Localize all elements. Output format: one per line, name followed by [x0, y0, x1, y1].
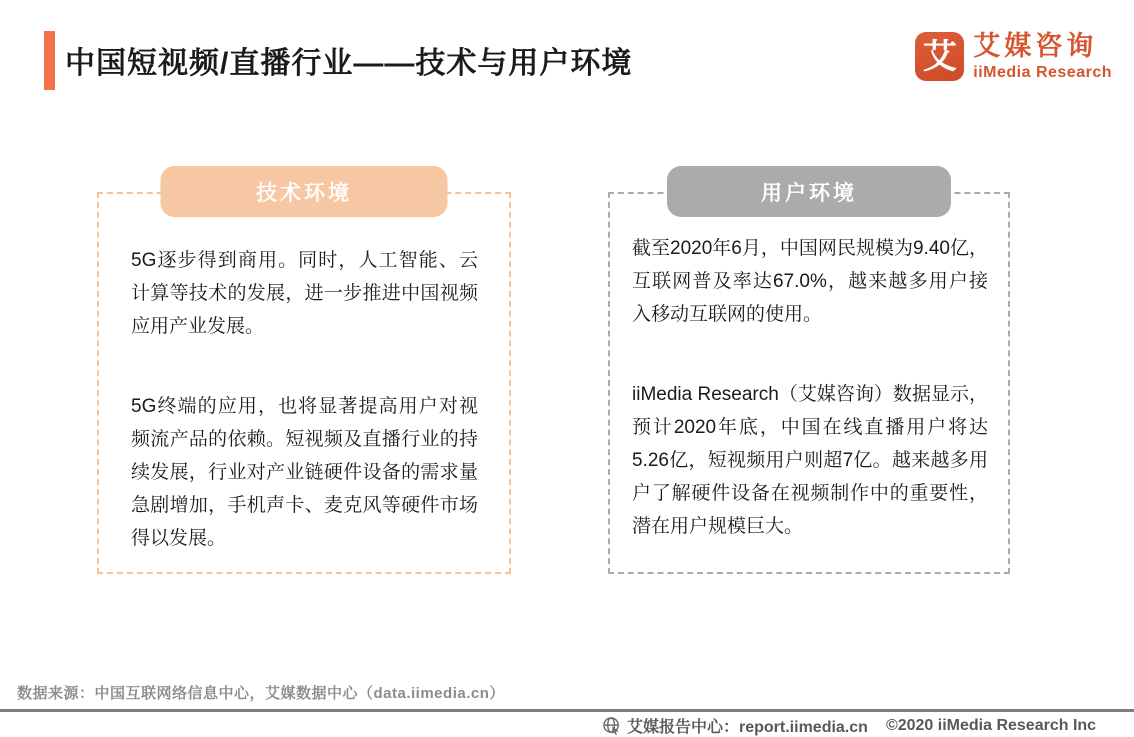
card-user-paragraph-1: 截至2020年6月，中国网民规模为9.40亿，互联网普及率达67.0%，越来越多用户接入移动互联网的使用。 — [632, 238, 988, 325]
card-technology-paragraph-2: 5G终端的应用，也将显著提高用户对视频流产品的依赖。短视频及直播行业的持续发展，行业对产业链硬件设备的需求量急剧增加，手机声卡、麦克风等硬件市场得以发展。 — [131, 396, 478, 549]
report-center-text: 艾媒报告中心：report.iimedia.cn — [627, 719, 868, 736]
card-user-body — [608, 192, 1010, 543]
card-user-environment — [608, 181, 1010, 574]
logo-name-en: iiMedia Research — [973, 63, 1112, 81]
page-title: 中国短视频/直播行业——技术与用户环境 — [65, 47, 633, 80]
card-user-header: 用户环境 — [667, 166, 951, 217]
title-accent-bar — [44, 31, 55, 90]
logo-name-cn: 艾媒咨询 — [973, 31, 1098, 61]
card-technology-header: 技术环境 — [161, 166, 448, 217]
footer-report-bar — [602, 714, 1096, 737]
copyright-text: ©2020 iiMedia Research Inc — [885, 716, 1097, 734]
card-technology-body — [97, 192, 511, 555]
globe-cursor-icon — [602, 716, 621, 735]
iimedia-logo — [915, 32, 1112, 82]
iimedia-logo-text — [973, 32, 1112, 82]
data-source-note: 数据来源：中国互联网络信息中心，艾媒数据中心（data.iimedia.cn） — [17, 685, 505, 702]
footer-divider — [0, 709, 1134, 712]
card-user-paragraph-2: iiMedia Research（艾媒咨询）数据显示，预计2020年底，中国在线直播用户将达5.26亿，短视频用户则超7亿。越来越多用户了解硬件设备在视频制作中的重要性，潜在用户规模巨大。 — [632, 384, 988, 537]
card-technology-paragraph-1: 5G逐步得到商用。同时，人工智能、云计算等技术的发展，进一步推进中国视频应用产业发展。 — [131, 250, 478, 337]
card-technology-environment — [97, 181, 511, 574]
iimedia-logo-icon: 艾 — [915, 32, 964, 81]
